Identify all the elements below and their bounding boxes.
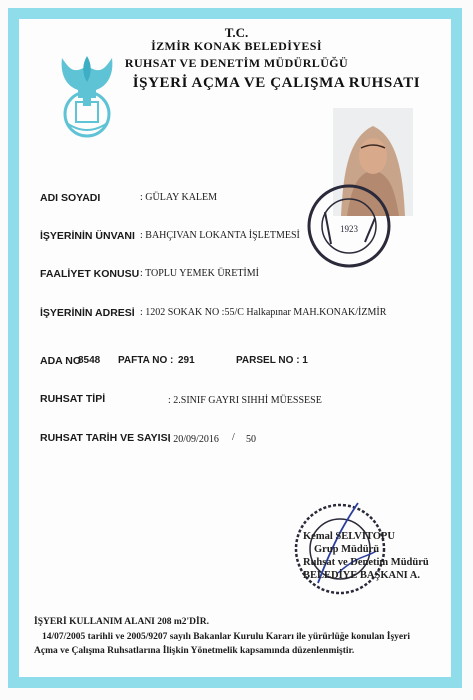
header-municipality: İZMİR KONAK BELEDİYESİ xyxy=(151,39,322,53)
value-name: : GÜLAY KALEM xyxy=(140,192,218,203)
label-business-title: İŞYERİNİN ÜNVANI xyxy=(40,230,135,242)
value-address: : 1202 SOKAK NO :55/C Halkapınar MAH.KONAK/İZMİR xyxy=(140,307,387,318)
signatory-name: Kemal SELVİTOPU xyxy=(303,531,395,542)
value-license-type: : 2.SINIF GAYRI SIHHİ MÜESSESE xyxy=(168,395,322,406)
label-address: İŞYERİNİN ADRESİ xyxy=(40,307,135,319)
label-activity: FAALİYET KONUSU xyxy=(40,268,140,280)
value-license-date: : 20/09/2016 xyxy=(168,434,219,445)
signatory-role: Grup Müdürü xyxy=(314,544,380,555)
value-pafta-no: 291 xyxy=(178,355,195,366)
municipality-seal-icon xyxy=(305,182,393,270)
label-parsel-no: PARSEL NO : 1 xyxy=(236,355,308,366)
header-tc: T.C. xyxy=(224,25,249,40)
label-name: ADI SOYADI xyxy=(40,192,101,204)
label-ada-no: ADA NO xyxy=(40,355,82,367)
label-pafta-no: PAFTA NO : xyxy=(118,355,174,366)
usage-area: İŞYERİ KULLANIM ALANI 208 m2'DİR. xyxy=(34,617,209,627)
value-business-title: : BAHÇIVAN LOKANTA İŞLETMESİ xyxy=(140,230,300,241)
signatory-department: Ruhsat ve Denetim Müdürü xyxy=(303,557,429,568)
value-license-number: 50 xyxy=(246,434,256,445)
label-license-date: RUHSAT TARİH VE SAYISI xyxy=(40,432,171,444)
document-title: İŞYERİ AÇMA VE ÇALIŞMA RUHSATI xyxy=(132,75,421,91)
seal-year: 1923 xyxy=(340,224,358,234)
signatory-title: BELEDİYE BAŞKANI A. xyxy=(303,570,420,581)
legal-note-line-1: 14/07/2005 tarihli ve 2005/9207 sayılı Bakanlar Kurulu Kararı ile yürürlüğe konulan İşyeri xyxy=(42,632,410,642)
konak-municipality-logo-icon xyxy=(52,52,122,140)
label-license-type: RUHSAT TİPİ xyxy=(40,393,106,405)
legal-note-line-2: Açma ve Çalışma Ruhsatlarına İlişkin Yönetmelik kapsamında düzenlenmiştir. xyxy=(34,646,355,656)
value-ada-no: 8548 xyxy=(78,355,101,366)
value-activity: : TOPLU YEMEK ÜRETİMİ xyxy=(140,268,259,279)
value-license-separator: / xyxy=(232,432,235,443)
header-department: RUHSAT VE DENETİM MÜDÜRLÜĞÜ xyxy=(124,56,349,70)
